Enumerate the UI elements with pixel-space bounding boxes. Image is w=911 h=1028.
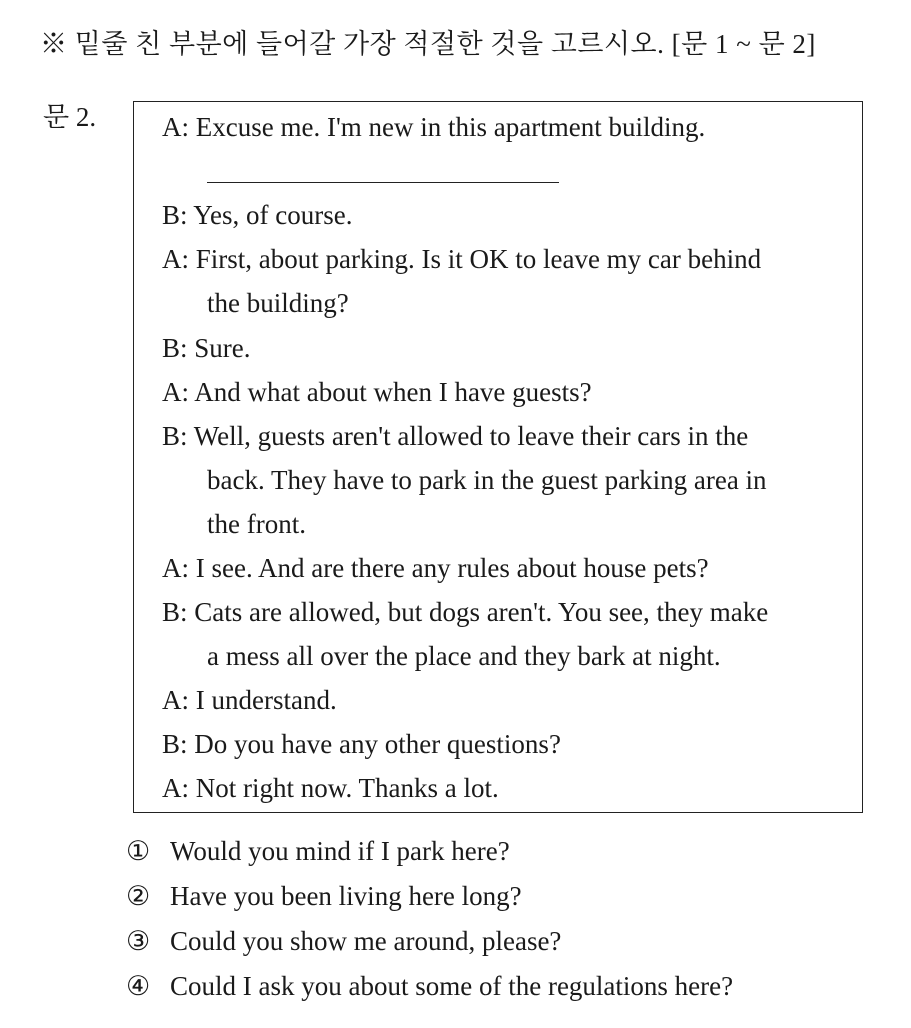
dialogue-line: B: Well, guests aren't allowed to leave their cars in the <box>162 421 749 451</box>
dialogue-line: B: Cats are allowed, but dogs aren't. You see, they make <box>162 597 769 627</box>
dialogue-line: A: Excuse me. I'm new in this apartment building. <box>162 112 706 142</box>
dialogue-line: A: And what about when I have guests? <box>162 377 592 407</box>
dialogue-line: A: I understand. <box>162 685 337 715</box>
dialogue-line-continued: the building? <box>207 288 349 318</box>
dialogue-line: A: I see. And are there any rules about house pets? <box>162 553 709 583</box>
dialogue-line-continued: the front. <box>207 509 306 539</box>
answer-blank <box>207 182 559 183</box>
choice-number: ③ <box>126 926 151 956</box>
choice-text: Could you show me around, please? <box>170 926 562 956</box>
dialogue-line: A: Not right now. Thanks a lot. <box>162 773 499 803</box>
choice-text: Could I ask you about some of the regulations here? <box>170 971 734 1001</box>
dialogue-line-continued: a mess all over the place and they bark at night. <box>207 641 721 671</box>
choice-3[interactable] <box>126 926 561 957</box>
instruction-text: ※ 밑줄 친 부분에 들어갈 가장 적절한 것을 고르시오. [문 1 ~ 문 2] <box>40 29 816 59</box>
dialogue-line: B: Do you have any other questions? <box>162 729 561 759</box>
choice-number: ① <box>126 836 151 866</box>
dialogue-line: B: Sure. <box>162 333 251 363</box>
question-number: 문 2. <box>43 102 97 132</box>
choice-2[interactable] <box>126 881 522 912</box>
choice-number: ② <box>126 881 151 911</box>
dialogue-box <box>133 101 863 813</box>
choice-text: Would you mind if I park here? <box>170 836 510 866</box>
choice-4[interactable] <box>126 971 733 1002</box>
choice-number: ④ <box>126 971 151 1001</box>
dialogue-line-continued: back. They have to park in the guest parking area in <box>207 465 767 495</box>
choice-text: Have you been living here long? <box>170 881 522 911</box>
dialogue-line: A: First, about parking. Is it OK to leave my car behind <box>162 244 762 274</box>
choice-1[interactable] <box>126 836 510 867</box>
dialogue-line: B: Yes, of course. <box>162 200 353 230</box>
